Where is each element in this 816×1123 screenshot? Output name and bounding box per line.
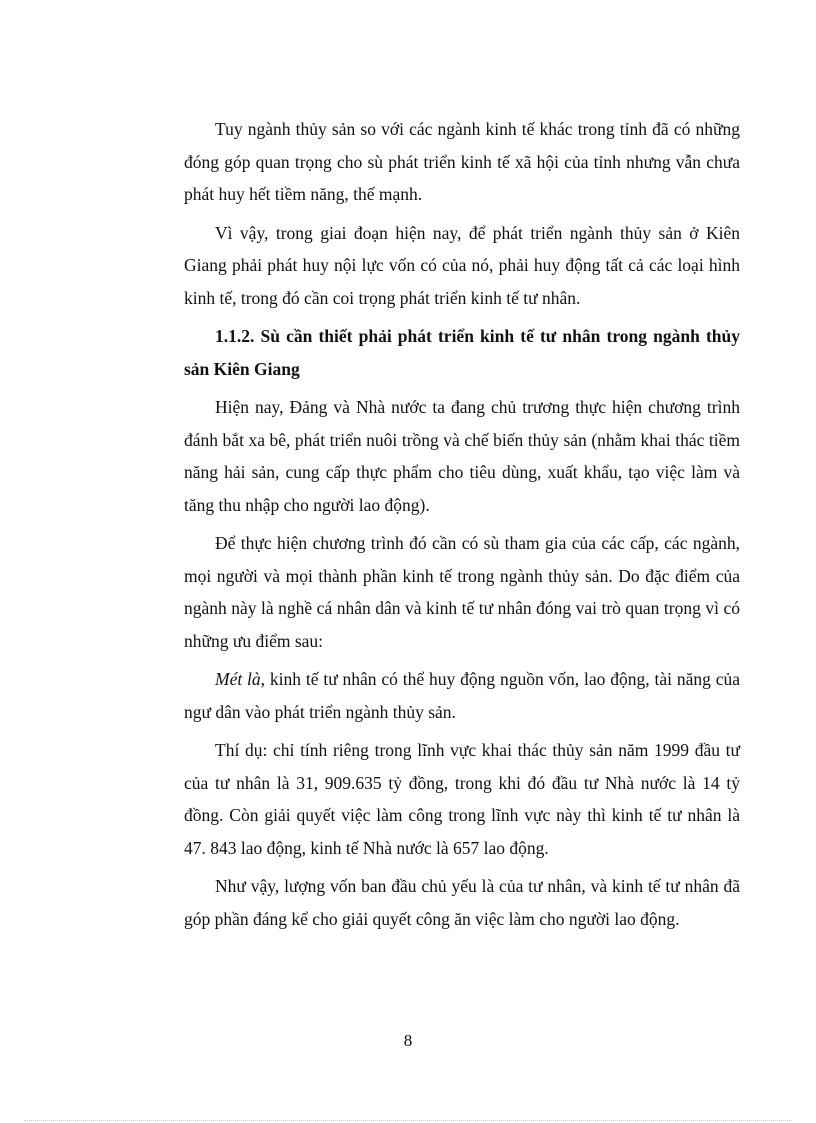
paragraph-2: Vì vậy, trong giai đoạn hiện nay, để phát triển ngành thủy sản ở Kiên Giang phải phát huy nội lực vốn có của nó, phải huy động tất cả các loại hình kinh tế, trong đó cần coi trọng phát triển kinh tế tư nhân. [184, 222, 740, 308]
point-one-lead: Mét là [215, 669, 261, 689]
paragraph-1: Tuy ngành thủy sản so với các ngành kinh tế khác trong tỉnh đã có những đóng góp quan trọng cho sù phát triển kinh tế xã hội của tỉnh nhưng vẫn chưa phát huy hết tiềm năng, thế mạnh. [184, 119, 740, 204]
page-body [184, 113, 740, 935]
paragraph-example: Thí dụ: chỉ tính riêng trong lĩnh vực khai thác thủy sản năm 1999 đầu tư của tư nhân là 31, 909.635 tỷ đồng, trong khi đó đầu tư Nhà nước là 14 tỷ đồng. Còn giải quyết việc làm công trong lĩnh vực này thì kinh tế tư nhân là 47. 843 lao động, kinh tế Nhà nước là 657 lao động. [184, 740, 740, 858]
page-number: 8 [403, 1031, 413, 1050]
page-bottom-border [24, 1120, 792, 1121]
paragraph-3: Hiện nay, Đảng và Nhà nước ta đang chủ trương thực hiện chương trình đánh bắt xa bê, phát triển nuôi trồng và chế biến thủy sản (nhằm khai thác tiềm năng hải sản, cung cấp thực phẩm cho tiêu dùng, xuất khẩu, tạo việc làm và tăng thu nhập cho người lao động). [184, 397, 740, 515]
section-heading: 1.1.2. Sù cần thiết phải phát triển kinh tế tư nhân trong ngành thủy sản Kiên Giang [184, 326, 740, 379]
paragraph-point-one [184, 663, 740, 728]
paragraph-conclusion: Như vậy, lượng vốn ban đầu chủ yếu là của tư nhân, và kinh tế tư nhân đã góp phần đáng kể cho giải quyết công ăn việc làm cho người lao động. [184, 876, 740, 929]
paragraph-4: Để thực hiện chương trình đó cần có sù tham gia của các cấp, các ngành, mọi người và mọi thành phần kinh tế trong ngành thủy sản. Do đặc điểm của ngành này là nghề cá nhân dân và kinh tế tư nhân đóng vai trò quan trọng vì có những ưu điểm sau: [184, 533, 740, 651]
point-one-text: , kinh tế tư nhân có thể huy động nguồn vốn, lao động, tài năng của ngư dân vào phát triển ngành thủy sản. [184, 669, 740, 722]
